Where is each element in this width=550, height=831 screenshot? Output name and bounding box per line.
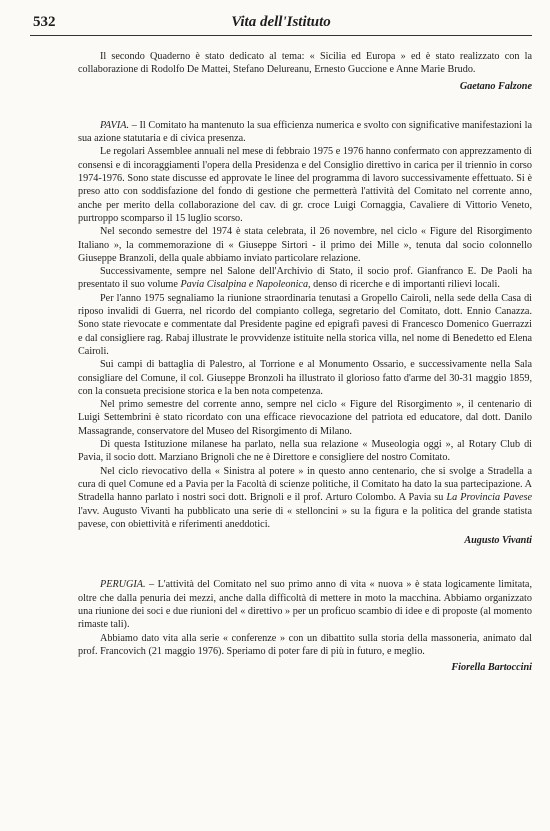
section-palermo-end xyxy=(78,50,532,93)
paragraph xyxy=(78,578,532,631)
paragraph: Abbiamo dato vita alla serie « conferenze » con un dibattito sulla storia della massoneria, animato dal prof. Francovich (21 maggio 1976). Speriamo di poter fare di più in futuro, e meglio. xyxy=(78,632,532,657)
paragraph xyxy=(78,119,532,146)
paragraph-text: Successivamente, sempre nel Salone dell'Archivio di Stato, il socio prof. Gianfranco E. De Paoli ha presentato il suo volume xyxy=(78,266,532,291)
body-text xyxy=(78,50,532,674)
author-signature: Fiorella Bartoccini xyxy=(451,662,532,674)
section-pavia xyxy=(78,119,532,548)
paragraph xyxy=(78,265,532,292)
running-head xyxy=(30,13,532,36)
paragraph-text: denso di ricerche e di importanti rilievi locali. xyxy=(310,279,500,291)
paragraph-text: – L'attività del Comitato nel suo primo anno di vita « nuova » è stata logicamente limitata, oltre che dalla penuria dei mezzi, anche dalla difficoltà di mettere in moto la macchina. Abbiamo organizzato una riunione dei soci e due riunioni del « direttivo » per un proficuo scambio di idee e di proposte (al momento rimaste tali). xyxy=(78,579,532,631)
paragraph: Di questa Istituzione milanese ha parlato, nella sua relazione « Museologia oggi », al Rotary Club di Pavia, il socio dott. Marziano Brignoli che ne è Direttore e consigliere del nostro Comitato. xyxy=(78,439,532,464)
section-perugia xyxy=(78,578,532,674)
paragraph: Per l'anno 1975 segnaliamo la riunione straordinaria tenutasi a Gropello Cairoli, nella sede della Casa di riposo invalidi di Guerra, nel ricordo del compianto collega, segretario del Comitato, dott. Ennio Canazza. Sono state rievocate e commentate dal Presidente pagine ed epigrafi pavesi di Francesco Domenico Guerrazzi e dal consigliere rag. Rabaj illustrate le provvidenze istituite nella storica villa, nel nome di Benedetto ed Elena Cairoli. xyxy=(78,292,532,357)
paragraph: Sui campi di battaglia di Palestro, al Torrione e al Monumento Ossario, e successivamente nella Sala consigliare del Comune, il col. Giuseppe Bronzoli ha illustrato il glorioso fatto d'arme del 30-31 maggio 1859, con la consueta precisione storica e la ben nota competenza. xyxy=(78,359,532,397)
paragraph: Le regolari Assemblee annuali nel mese di febbraio 1975 e 1976 hanno confermato con apprezzamento di consensi e di incoraggiamenti l'opera della Presidenza e del Consiglio direttivo in carica per il triennio in corso 1974-1976. Sono state discusse ed approvate le linee del programma di lavoro successivamente effettuato. Si è preso atto con soddisfazione del fondo di gestione che permetterà l'attività del Comitato nel corrente anno, anche per merito della collaborazione del cav. di gr. croce Luigi Cornaggia, Cavaliere di Vittorio Veneto, purtroppo scomparso il 15 luglio scorso. xyxy=(78,146,532,224)
paragraph-text: – Il Comitato ha mantenuto la sua efficienza numerica e svolto con significative manifestazioni la sua azione statutaria e di civica presenza. xyxy=(78,119,532,145)
running-title: Vita dell'Istituto xyxy=(231,14,331,30)
author-signature: Gaetano Falzone xyxy=(459,80,532,92)
paragraph: Il secondo Quaderno è stato dedicato al tema: « Sicilia ed Europa » ed è stato realizzato con la collaborazione di Rodolfo De Mattei, Stefano Delureanu, Ernesto Guccione e Anne Marie Brudo. xyxy=(78,51,532,76)
city-heading: PERUGIA. xyxy=(100,579,146,591)
author-signature: Augusto Vivanti xyxy=(464,535,532,547)
book-title: Pavia Cisalpina e Napoleonica, xyxy=(180,279,311,291)
paragraph: Nel primo semestre del corrente anno, sempre nel ciclo « Figure del Risorgimento », il centenario di Luigi Settembrini è stato ricordato con una efficace rievocazione del patriota ed educatore, dal dott. Danilo Massagrande, conservatore del Museo del Risorgimento di Milano. xyxy=(78,399,532,437)
paragraph-text: l'avv. Augusto Vivanti ha pubblicato una serie di « stelloncini » su la figura e la politica del grande statista pavese, con obiettività e riferimenti aneddotici. xyxy=(78,505,532,530)
page-number: 532 xyxy=(33,14,56,30)
city-heading: PAVIA. xyxy=(100,119,130,131)
paragraph: Nel secondo semestre del 1974 è stata celebrata, il 26 novembre, nel ciclo « Figure del Risorgimento Italiano », la commemorazione di « Giuseppe Sirtori - il primo dei Mille », tenuta dal socio colonnello Giuseppe Branzoli, della quale abbiamo inviato particolare relazione. xyxy=(78,226,532,264)
paragraph xyxy=(78,465,532,531)
newspaper-title: La Provincia Pavese xyxy=(446,492,532,504)
paragraph-text: Nel ciclo rievocativo della « Sinistra al potere » in questo anno centenario, che si svolge a Stradella a cura di quel Comune ed a Pavia per la Facoltà di scienze politiche, il Comitato ha dato la sua partecipazione. A Stradella hanno parlato i nostri soci dott. Brignoli e il prof. Arturo Colombo. A Pavia su xyxy=(78,465,532,504)
